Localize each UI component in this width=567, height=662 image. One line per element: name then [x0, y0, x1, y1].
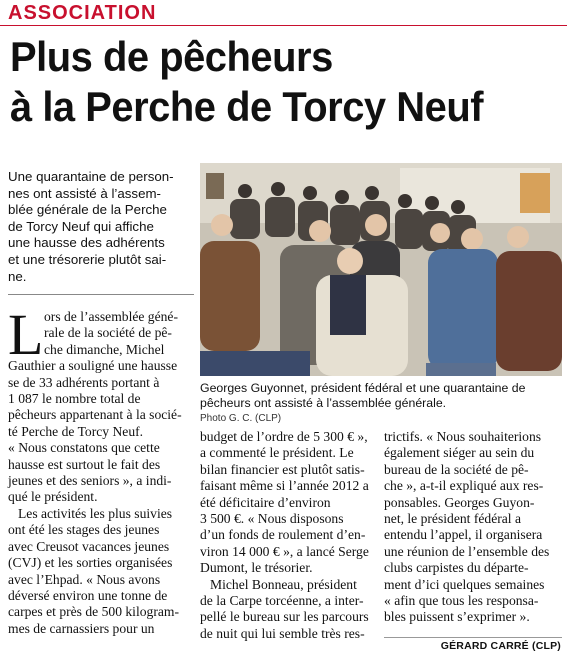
- headline-line-1: Plus de pêcheurs: [10, 33, 333, 80]
- body-line: Dumont, le trésorier.: [200, 560, 313, 576]
- body-line: Gauthier a souligné une hausse: [8, 358, 178, 374]
- lead-line: de Torcy Neuf qui affiche: [8, 218, 154, 234]
- body-line: une réunion de l’ensemble des: [384, 543, 550, 559]
- caption-text: pêcheurs ont assisté à l’assemblée générale.: [200, 396, 447, 410]
- caption-line-2: [200, 396, 562, 426]
- body-line: carpes et près de 500 kilogram-: [8, 604, 179, 620]
- body-line: viron 14 000 € », a lancé Serge: [200, 543, 369, 559]
- body-line: che dimanche, Michel: [44, 341, 165, 357]
- body-line: de la Carpe torcéenne, a inter-: [200, 593, 364, 609]
- section-kicker: ASSOCIATION: [8, 2, 157, 24]
- body-line: bilan financier est plutôt satis-: [200, 461, 365, 477]
- article-lead: [8, 169, 194, 285]
- body-line: Michel Bonneau, président: [210, 576, 357, 592]
- author-byline: GÉRARD CARRÉ (CLP): [440, 640, 561, 652]
- body-line: 1 087 le nombre total de: [8, 391, 141, 407]
- kicker-rule: [0, 25, 567, 26]
- lead-line: blée générale de la Perche: [8, 202, 167, 218]
- body-line: déversé environ une tonne de: [8, 587, 168, 603]
- body-line: rale de la société de pê-: [44, 325, 172, 341]
- body-line: a commenté le président. Le: [200, 445, 354, 461]
- body-line: avec Creusot vacances jeunes: [8, 538, 170, 554]
- body-column-2: [200, 429, 378, 642]
- body-line: été déficitaire d’environ: [200, 494, 331, 510]
- body-line: net, le président fédéral a: [384, 511, 521, 527]
- photo-credit: Photo G. C. (CLP): [200, 413, 282, 424]
- byline-rule: [384, 637, 562, 638]
- body-line: mes de carnassiers pour un: [8, 620, 155, 636]
- body-column-1: [8, 302, 194, 637]
- body-line: d’un fonds de roulement d’en-: [200, 527, 366, 543]
- body-line: de nuit qui lui semble très res-: [200, 625, 365, 641]
- body-line: entendu l’appel, il organisera: [384, 527, 543, 543]
- body-line: « afin que tous les responsa-: [384, 593, 539, 609]
- body-line: ment d’ici quelques semaines: [384, 576, 545, 592]
- drop-cap: L: [8, 302, 44, 367]
- body-line: pêcheurs appartenant à la socié-: [8, 407, 182, 423]
- body-line: Les activités les plus suivies: [18, 505, 173, 521]
- body-line: qué le président.: [8, 489, 98, 505]
- lead-divider: [8, 294, 194, 295]
- body-line: (CVJ) et les sorties organisées: [8, 555, 173, 571]
- meeting-photo-illustration: [200, 163, 562, 376]
- body-line: avec l’Ehpad. « Nous avons: [8, 571, 161, 587]
- article-headline: [10, 32, 533, 132]
- body-line: jeunes et des seniors », a indi-: [8, 473, 172, 489]
- body-column-3: [384, 429, 562, 626]
- body-line: « Nous constatons que cette: [8, 440, 160, 456]
- lead-line: ne.: [8, 268, 27, 284]
- body-line: clubs carpistes du départe-: [384, 560, 529, 576]
- body-line: bureau de la société de pê-: [384, 461, 529, 477]
- meeting-photo: [200, 163, 562, 376]
- body-line: bles puissent s’exprimer ».: [384, 609, 530, 625]
- body-line: ont été les stages des jeunes: [8, 522, 160, 538]
- body-line: ors de l’assemblée géné-: [44, 309, 178, 324]
- body-line: che », a-t-il expliqué aux res-: [384, 478, 544, 494]
- body-line: té Perche de Torcy Neuf.: [8, 423, 144, 439]
- photo-caption: [200, 381, 562, 426]
- body-line: pellé le bureau sur les parcours: [200, 609, 369, 625]
- body-line: hausse est surtout le fait des: [8, 456, 161, 472]
- caption-line-1: Georges Guyonnet, président fédéral et une quarantaine de: [200, 381, 526, 395]
- body-line: budget de l’ordre de 5 300 € »,: [200, 429, 368, 444]
- body-line: également siéger au sein du: [384, 445, 535, 461]
- lead-line: Une quarantaine de person-: [8, 169, 174, 184]
- body-line: trictifs. « Nous souhaiterions: [384, 429, 542, 444]
- body-line: se de 33 adhérents portant à: [8, 374, 160, 390]
- lead-line: nes ont assisté à l’assem-: [8, 185, 161, 201]
- headline-line-2: à la Perche de Torcy Neuf: [10, 83, 484, 130]
- body-line: faisant même si l’année 2012 a: [200, 478, 369, 494]
- lead-line: et une trésorerie plutôt sai-: [8, 251, 167, 267]
- lead-line: une hausse des adhérents: [8, 235, 165, 251]
- body-line: 3 500 €. « Nous disposons: [200, 511, 344, 527]
- body-line: ponsables. Georges Guyon-: [384, 494, 535, 510]
